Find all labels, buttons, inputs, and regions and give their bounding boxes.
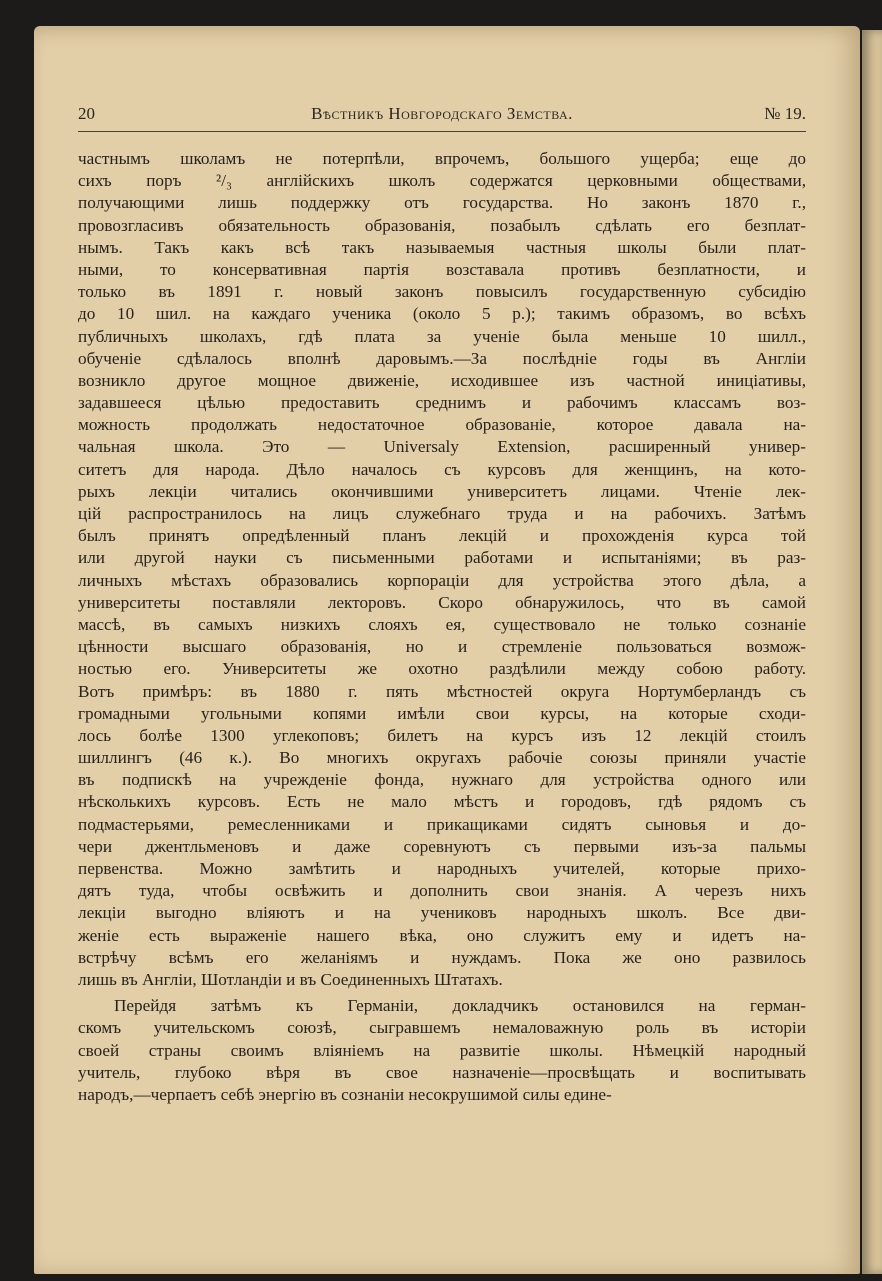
text-line: цѣнности высшаго образованія, но и стремленіе пользоваться возмож- [78,637,806,657]
text-line: личныхъ мѣстахъ образовались корпораціи для устройства этого дѣла, а [78,570,806,590]
text-line: массѣ, въ самыхъ низкихъ слояхъ ея, существовало не только сознаніе [78,614,806,634]
running-header [78,104,806,128]
text-line: дятъ туда, чтобы освѣжить и дополнить свои знанія. А черезъ нихъ [78,881,806,901]
text-line: чальная школа. Это — Universaly Extension, расширенный универ- [78,437,806,457]
text-line: только въ 1891 г. новый законъ повысилъ государственную субсидію [78,282,806,302]
text-line: задавшееся цѣлью предоставить среднимъ и рабочимъ классамъ воз- [78,393,806,413]
paragraph [78,995,806,1106]
text-line: университеты поставляли лекторовъ. Скоро обнаружилось, что въ самой [78,592,806,612]
next-page-edge [862,30,882,1274]
text-line: возникло другое мощное движеніе, исходившее изъ частной иниціативы, [78,370,806,390]
text-line: обученіе сдѣлалось вполнѣ даровымъ.—За послѣдніе годы въ Англіи [78,348,806,368]
header-rule [78,131,806,132]
text-line: женіе есть выраженіе нашего вѣка, оно служитъ ему и идетъ на- [78,925,806,945]
text-line: своей страны своимъ вліяніемъ на развитіе школы. Нѣмецкій народный [78,1040,806,1060]
text-line: чери джентльменовъ и даже соревнуютъ съ первыми изъ-за пальмы [78,836,806,856]
text-line: нѣсколькихъ курсовъ. Есть не мало мѣстъ и городовъ, гдѣ рядомъ съ [78,792,806,812]
journal-title: Вѣстникъ Новгородскаго Земства. [311,104,573,123]
body-text [78,148,806,1106]
text-line: цій распространилось на лицъ служебнаго труда и на рабочихъ. Затѣмъ [78,504,806,523]
text-line: до 10 шил. на каждаго ученика (около 5 р.); такимъ образомъ, во всѣхъ [78,304,806,324]
text-line: нымъ. Такъ какъ всѣ такъ называемыя частныя школы были плат- [78,237,806,257]
issue-number: № 19. [764,104,806,123]
text-line: Вотъ примѣръ: въ 1880 г. пять мѣстностей округа Нортумберландъ съ [78,681,806,701]
paragraph [78,148,806,991]
text-line: частнымъ школамъ не потерпѣли, впрочемъ, большого ущерба; еще до [78,149,806,168]
text-line: ными, то консервативная партія возставала противъ безплатности, и [78,259,806,279]
text-line: или другой науки съ письменными работами и испытаніями; въ раз- [78,548,806,568]
text-line: первенства. Можно замѣтить и народныхъ учителей, которые прихо- [78,859,806,878]
text-line: провозгласивъ обязательность образованія, позабылъ сдѣлать его безплат- [78,215,806,235]
text-line: лишь въ Англіи, Шотландіи и въ Соединенныхъ Штатахъ. [78,969,503,989]
text-line: публичныхъ школахъ, гдѣ плата за ученіе была меньше 10 шилл., [78,326,806,346]
page-number: 20 [78,104,95,123]
text-line: былъ принятъ опредѣленный планъ лекцій и прохожденія курса той [78,526,806,546]
text-line: встрѣчу всѣмъ его желаніямъ и нуждамъ. Пока же оно развилось [78,947,806,967]
text-line: скомъ учительскомъ союзѣ, сыгравшемъ немаловажную роль въ исторіи [78,1018,806,1038]
text-line: лекціи выгодно вліяютъ и на учениковъ народныхъ школъ. Все дви- [78,903,806,923]
text-line: народъ,—черпаетъ себѣ энергію въ сознаніи несокрушимой силы едине- [78,1084,612,1104]
text-line: громадными угольными копями имѣли свои курсы, на которые сходи- [78,703,806,723]
text-line: въ подпискѣ на учрежденіе фонда, нужнаго для устройства одного или [78,770,806,790]
text-line: учитель, глубоко вѣря въ свое назначеніе—просвѣщать и воспитывать [78,1062,806,1082]
text-line: лось болѣе 1300 углекоповъ; билетъ на курсъ изъ 12 лекцій стоилъ [78,725,806,745]
text-line: сихъ поръ ²/₃ англійскихъ школъ содержатся церковными обществами, [78,171,806,191]
text-line: получающими лишь поддержку отъ государства. Но законъ 1870 г., [78,193,806,213]
text-line: ностью его. Университеты же охотно раздѣлили между собою работу. [78,659,806,679]
text-line: ситетъ для народа. Дѣло началось съ курсовъ для женщинъ, на кото- [78,459,806,479]
text-line: шиллингъ (46 к.). Во многихъ округахъ рабочіе союзы приняли участіе [78,748,806,768]
text-line: подмастерьями, ремесленниками и прикащиками сидятъ сыновья и до- [78,814,806,834]
text-line: рыхъ лекціи читались окончившими университетъ лицами. Чтеніе лек- [78,481,806,501]
text-line: Перейдя затѣмъ къ Германіи, докладчикъ остановился на герман- [114,996,806,1016]
text-line: можность продолжать недостаточное образованіе, которое давала на- [78,415,806,435]
